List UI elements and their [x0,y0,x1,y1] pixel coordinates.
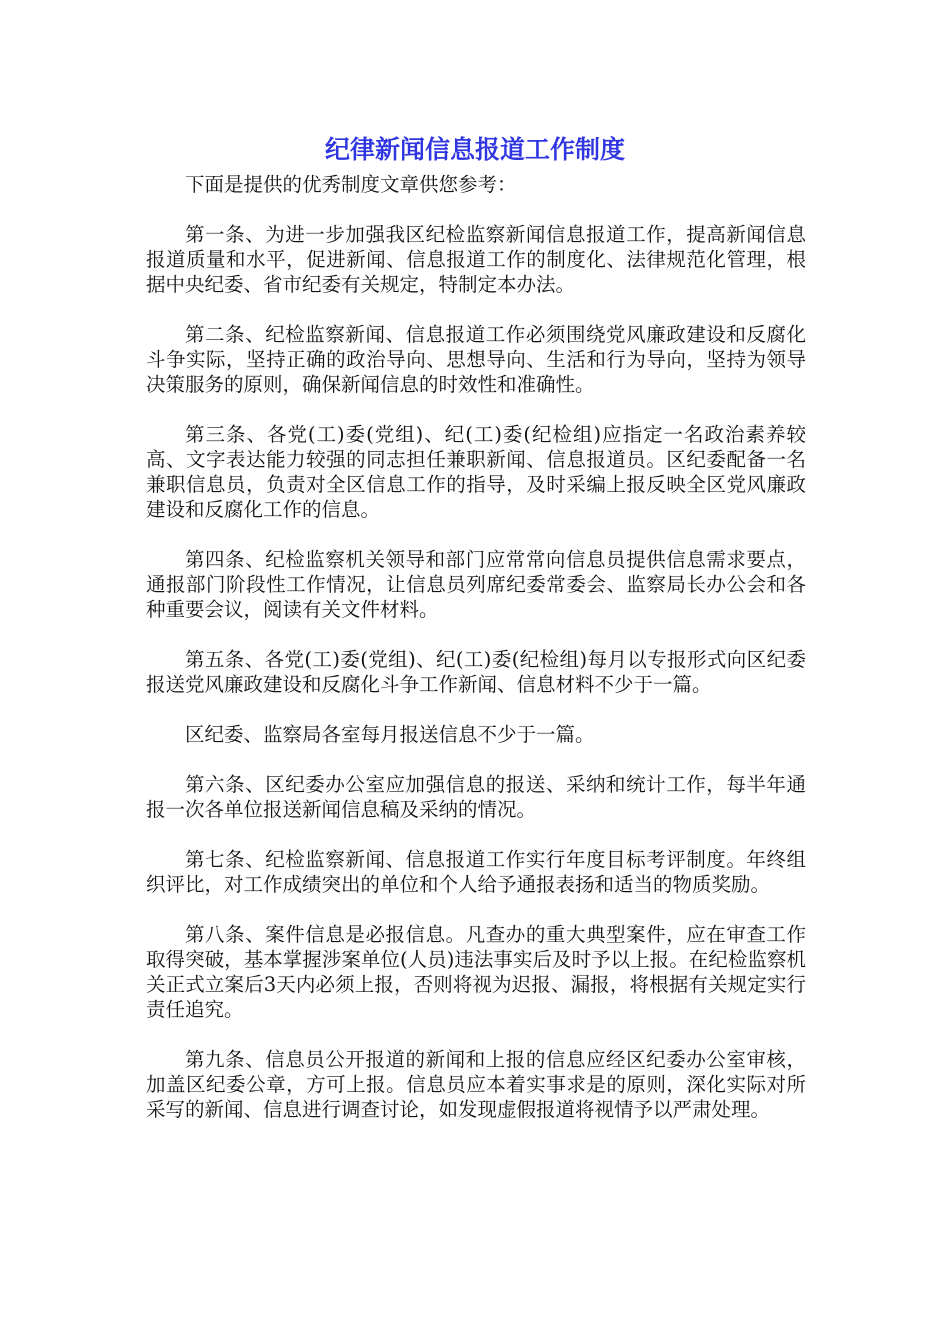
article-8-paragraph: 第八条、案件信息是必报信息。凡查办的重大典型案件，应在审查工作取得突破，基本掌握涉案单位(人员)违法事实后及时予以上报。在纪检监察机关正式立案后3天内必须上报，否则将视为迟报、漏报，将根据有关规定实行责任追究。 [146,923,806,1021]
article-1-paragraph: 第一条、为进一步加强我区纪检监察新闻信息报道工作，提高新闻信息报道质量和水平，促进新闻、信息报道工作的制度化、法律规范化管理，根据中央纪委、省市纪委有关规定，特制定本办法。 [146,223,806,296]
document-title: 纪律新闻信息报道工作制度 [324,135,625,164]
article-6-paragraph: 第六条、区纪委办公室应加强信息的报送、采纳和统计工作，每半年通报一次各单位报送新闻信息稿及采纳的情况。 [146,773,806,821]
intro-paragraph: 下面是提供的优秀制度文章供您参考： [185,173,517,196]
article-3-paragraph: 第三条、各党(工)委(党组)、纪(工)委(纪检组)应指定一名政治素养较高、文字表达能力较强的同志担任兼职新闻、信息报道员。区纪委配备一名兼职信息员，负责对全区信息工作的指导，及时采编上报反映全区党风廉政建设和反腐化工作的信息。 [146,423,806,521]
document-body [146,172,806,1147]
article-7-paragraph: 第七条、纪检监察新闻、信息报道工作实行年度目标考评制度。年终组织评比，对工作成绩突出的单位和个人给予通报表扬和适当的物质奖励。 [146,848,806,896]
article-5-supplement-paragraph: 区纪委、监察局各室每月报送信息不少于一篇。 [185,723,595,746]
article-9-paragraph: 第九条、信息员公开报道的新闻和上报的信息应经区纪委办公室审核，加盖区纪委公章，方可上报。信息员应本着实事求是的原则，深化实际对所采写的新闻、信息进行调查讨论，如发现虚假报道将视情予以严肃处理。 [146,1048,806,1121]
article-5-paragraph: 第五条、各党(工)委(党组)、纪(工)委(纪检组)每月以专报形式向区纪委报送党风廉政建设和反腐化斗争工作新闻、信息材料不少于一篇。 [146,648,806,696]
article-4-paragraph: 第四条、纪检监察机关领导和部门应常常向信息员提供信息需求要点，通报部门阶段性工作情况，让信息员列席纪委常委会、监察局长办公会和各种重要会议，阅读有关文件材料。 [146,548,806,621]
article-2-paragraph: 第二条、纪检监察新闻、信息报道工作必须围绕党风廉政建设和反腐化斗争实际，坚持正确的政治导向、思想导向、生活和行为导向，坚持为领导决策服务的原则，确保新闻信息的时效性和准确性。 [146,323,806,396]
